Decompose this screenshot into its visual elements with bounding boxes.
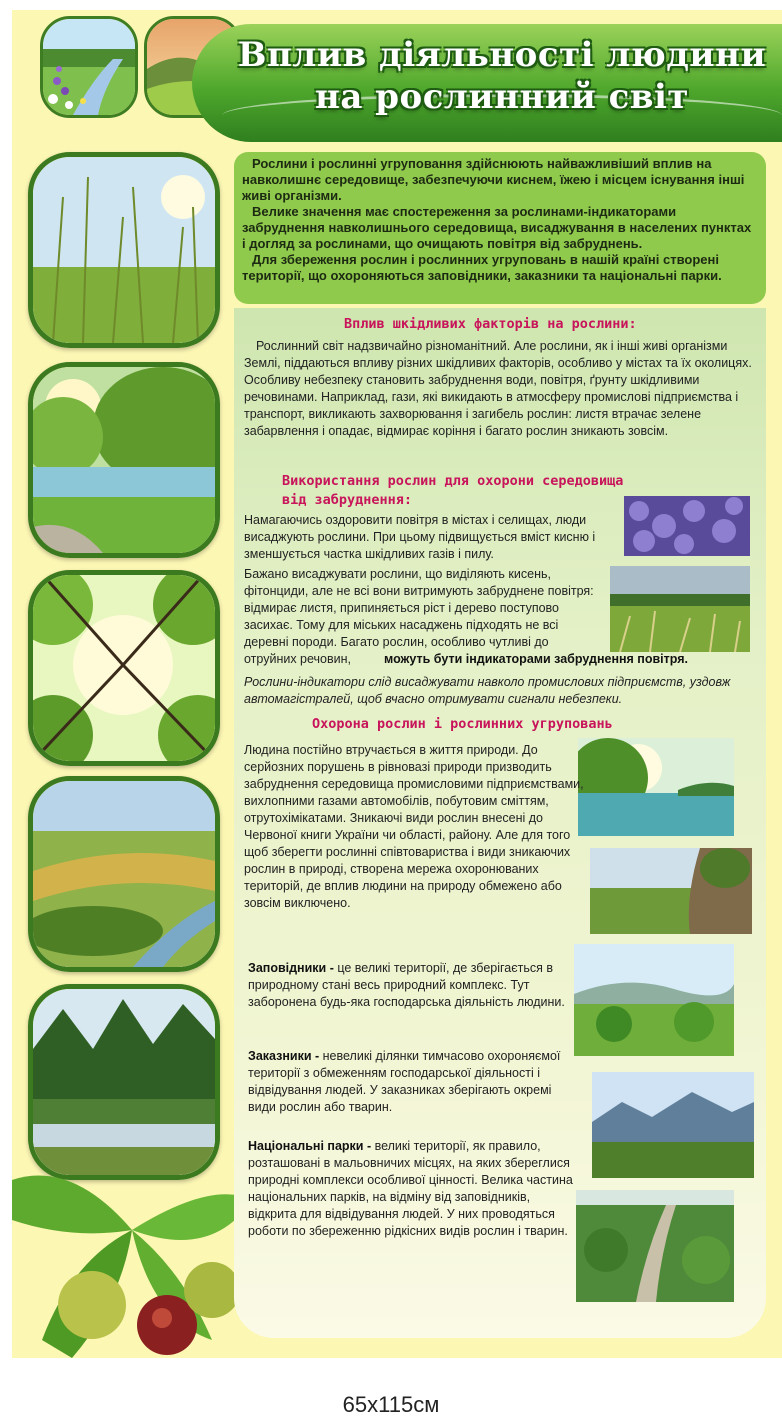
mountain-forest-photo — [574, 944, 734, 1056]
section-heading-plant-usage: Використання рослин для охорони середовища від забруднення: — [282, 473, 624, 508]
intro-box — [234, 152, 766, 304]
definition-reserves — [248, 960, 566, 1011]
definition-term: Заказники - — [248, 1049, 320, 1063]
section-heading-protection: Охорона рослин і рослинних угруповань — [312, 716, 613, 732]
intro-paragraph: Для збереження рослин і рослинних угруповань в нашій країні створені території, що охороняються заповідники, заказники та національні парки. — [242, 252, 722, 283]
park-pond-photo — [28, 362, 220, 558]
forest-canopy-photo — [28, 570, 220, 766]
page-title: Вплив діяльності людини на рослинний світ — [237, 35, 767, 117]
canyon-forest-photo — [576, 1190, 734, 1302]
plant-usage-text-b: Бажано висаджувати рослини, що виділяють кисень, фітонциди, але не всі вони витримують забруднене повітря: відмирає листя, припиняється ріст і дерево поступово засихає. Тому для міських насаджень підходять не всі деревні породи. Багато рослин, особливо чутливі до отруйних речовин, можуть бути індикаторами забруднення повітря. — [244, 567, 689, 666]
poster — [12, 10, 782, 1358]
plant-usage-italic-text: Рослини-індикатори слід висаджувати навколо промислових підприємств, уздовж автомагістралей, щоб вчасно отримувати сигнали небезпеки. — [244, 675, 731, 706]
definition-text: великі території, як правило, розташовані в мальовничих місцях, на яких збереглися природні комплекси особливої цінності. Велика частина національних парків, на відміну від заповідників, відкрита для відвідування людей. У них проводяться роботи по збереженню рідкісних видів рослин і тварин. — [248, 1139, 573, 1238]
definition-sanctuaries — [248, 1048, 570, 1116]
chestnut-leaves-decoration — [12, 1120, 252, 1358]
tall-grass-photo — [28, 152, 220, 348]
lilac-flowers-photo — [624, 496, 750, 556]
plant-usage-text-a: Намагаючись оздоровити повітря в містах і селищах, люди висаджують рослини. При цьому підвищується вміст кисню і зменшується частка шкідливих газів і пилу. — [244, 513, 596, 561]
protection-text: Людина постійно втручається в життя природи. До серйозних порушень в рівновазі природи призводить забруднення середовища промисловими підприємствами, вихлопними газами автомобілів, побутовим сміттям, отрутохімікатами. Зникаючі види рослин внесені до Червоної книги України чи області, району. Але для того щоб зберегти рослинні співтовариства і види зникаючих рослин в природі, створена мережа охоронюваних територій, де вплив людини на природу обмежено або зовсім виключено. — [244, 743, 584, 910]
harmful-factors-text: Рослинний світ надзвичайно різноманітний. Але рослини, як і інші живі організми Землі, піддаються впливу різних шкідливих факторів, особливо у містах та їх околицях. Особливу небезпеку становить забруднення води, повітря, ґрунту шкідливими речовинами. Наприклад, гази, які викидають в атмосферу промислові підприємства і транспорт, викликають захворювання і загибель рослин: листя втрачає зелене забарвлення і опадає, відмирає коріння і багато рослин зникають зовсім. — [244, 339, 752, 438]
definition-text: невеликі ділянки тимчасово охороняємої території з обмеженням господарської діяльності і відвідування людей. У заказниках зберігають окремі види рослин або тварин. — [248, 1049, 561, 1114]
rocky-cliff-photo — [590, 848, 752, 934]
lake-shore-photo — [578, 738, 734, 836]
wildflower-meadow-photo — [40, 16, 138, 118]
intro-paragraph: Рослини і рослинні угруповання здійснюють найважливіший вплив на навколишнє середовище, забезпечуючи киснем, їжею і місцем існування інші живі організми. — [242, 156, 745, 203]
definition-text: це великі території, де зберігається в природному стані весь природний комплекс. Тут заборонена будь-яка господарська діяльність людини. — [248, 961, 565, 1009]
definition-term: Заповідники - — [248, 961, 334, 975]
section-heading-harmful-factors: Вплив шкідливих факторів на рослини: — [344, 316, 637, 332]
intro-paragraph: Велике значення має спостереження за рослинами-індикаторами забруднення навколишнього середовища, висаджування в населених пунктах і догляд за рослинами, що очищають повітря від забруднень. — [242, 204, 752, 251]
definition-national-parks — [248, 1138, 576, 1240]
size-label: 65x115см — [342, 1392, 440, 1417]
mountain-range-photo — [592, 1072, 754, 1178]
river-valley-photo — [28, 776, 220, 972]
definition-term: Національні парки - — [248, 1139, 372, 1153]
